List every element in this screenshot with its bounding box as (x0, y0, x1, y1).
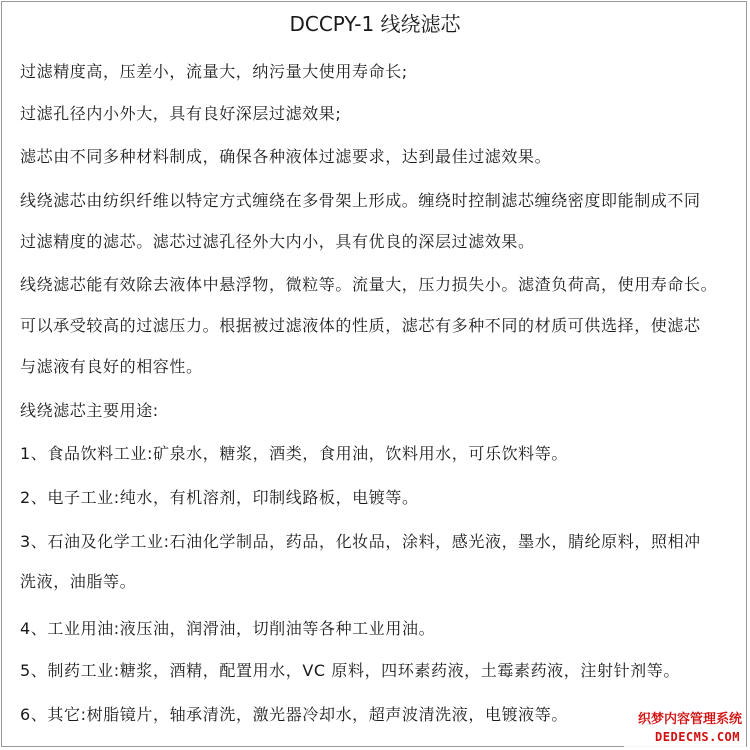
watermark-text-en: DEDECMS.COM (655, 730, 740, 744)
list-item-food: 1、食品饮料工业:矿泉水，糖浆，酒类，食用油，饮料用水，可乐饮料等。 (20, 444, 568, 463)
list-item-electronics: 2、电子工业:纯水，有机溶剂，印制线路板，电镀等。 (20, 488, 419, 507)
text-line-features-1: 过滤精度高，压差小，流量大，纳污量大使用寿命长; (20, 62, 408, 81)
text-line-structure-2: 过滤精度的滤芯。滤芯过滤孔径外大内小，具有优良的深层过滤效果。 (20, 232, 535, 251)
page-title: DCCPY-1 线绕滤芯 (289, 12, 461, 36)
text-line-performance-1: 线绕滤芯能有效除去液体中悬浮物，微粒等。流量大，压力损失小。滤渣负荷高，使用寿命长。 (20, 275, 718, 294)
list-item-other: 6、其它:树脂镜片，轴承清洗，激光器冷却水，超声波清洗液，电镀液等。 (20, 705, 568, 724)
watermark-text-cn: 织梦内容管理系统 (637, 712, 742, 727)
text-line-structure-1: 线绕滤芯由纺织纤维以特定方式缠绕在多骨架上形成。缠绕时控制滤芯缠绕密度即能制成不同 (20, 191, 701, 210)
list-item-pharma: 5、制药工业:糖浆，酒精，配置用水，VC 原料，四环素药液，土霉素药液，注射针剂等。 (20, 661, 680, 680)
list-item-industrial-oil: 4、工业用油:液压油，润滑油，切削油等各种工业用油。 (20, 619, 436, 638)
text-line-performance-3: 与滤液有良好的相容性。 (20, 357, 203, 376)
text-line-performance-2: 可以承受较高的过滤压力。根据被过滤液体的性质，滤芯有多种不同的材质可供选择，使滤芯 (20, 316, 701, 335)
watermark (624, 711, 746, 747)
text-line-materials: 滤芯由不同多种材料制成，确保各种液体过滤要求，达到最佳过滤效果。 (20, 147, 552, 166)
section-heading-uses: 线绕滤芯主要用途: (20, 401, 159, 420)
list-item-petrochemical-2: 洗液，油脂等。 (20, 572, 137, 591)
text-line-features-2: 过滤孔径内小外大，具有良好深层过滤效果; (20, 104, 342, 123)
list-item-petrochemical-1: 3、石油及化学工业:石油化学制品，药品，化妆品，涂料，感光液，墨水，腈纶原料，照相冲 (20, 532, 701, 551)
